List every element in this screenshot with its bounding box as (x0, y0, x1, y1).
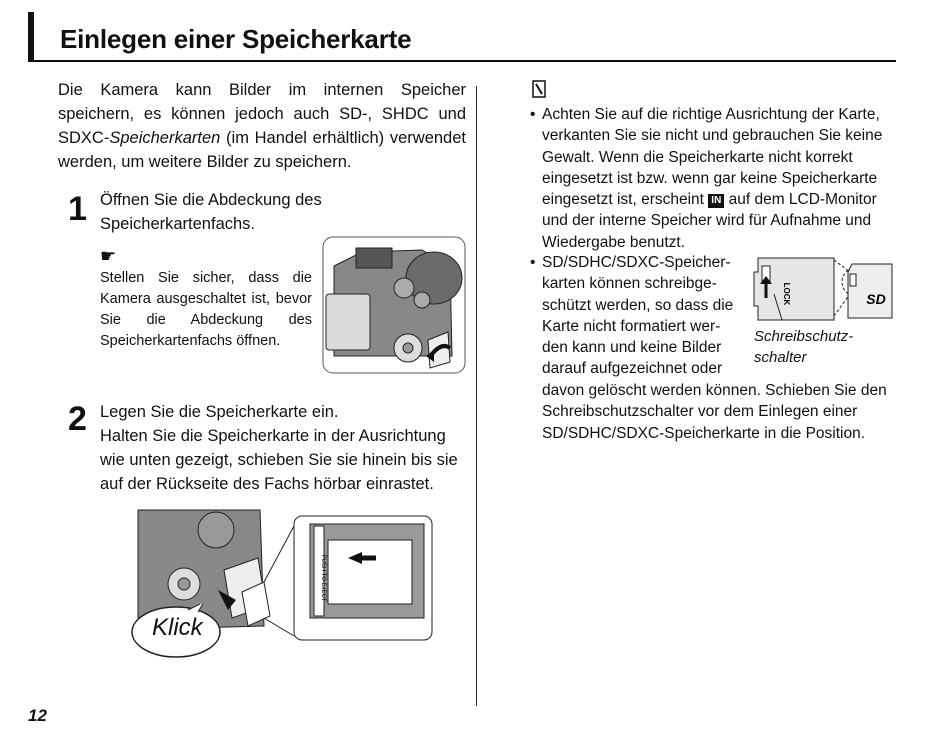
column-divider (476, 86, 477, 706)
intro-text-1: Die Kamera kann Bilder im internen Speicher speichern, es können jedoch auch SD-, SHDC und SDXC- (58, 81, 466, 147)
sd-logo: SD (866, 291, 886, 307)
write-protect-caption (754, 326, 853, 368)
step-1-note: Stellen Sie sicher, dass die Kamera ausgeschaltet ist, bevor Sie die Abdeckung des Speicherkartenfachs öffnen. (100, 270, 312, 349)
lock-label: LOCK (782, 282, 791, 306)
bullet-2-line-1: SD/SDHC/SDXC-Speicher- (542, 254, 731, 271)
bullet-1: • Achten Sie auf die richtige Ausrichtung der Karte, verkanten Sie sie nicht und gebrauchen Sie keine Gewalt. Wenn die Speicherkarte nicht korrekt eingesetzt ist bzw. wenn gar keine Speicherkarte eingesetzt ist, erscheint IN auf dem LCD-Monitor und der interne Speicher wird für Aufnahme und Wiedergabe benutzt. (530, 106, 883, 251)
step-2-heading: Legen Sie die Speicherkarte ein. (100, 403, 339, 421)
camera-open-cover-figure (322, 236, 466, 374)
sd-card-lock-figure (752, 254, 896, 322)
left-column (58, 78, 466, 174)
klick-label: Klick (152, 614, 203, 641)
step-1-number: 1 (68, 190, 87, 228)
slot-label: PUSH TO EJECT (320, 554, 326, 602)
bullet-2-line-5: den kann und keine Bilder (542, 339, 722, 357)
step-2-number: 2 (68, 400, 87, 438)
caption-line-1: Schreibschutz- (754, 328, 854, 345)
page-title: Einlegen einer Speicherkarte (60, 24, 412, 54)
step-2-body: Halten Sie die Speicherkarte in der Ausrichtung wie unten gezeigt, schieben Sie sie hinein bis sie auf der Rückseite des Fachs hörbar einrastet. (100, 427, 458, 493)
intro-text-italic: Speicherkarten (109, 129, 221, 147)
internal-memory-icon-text: IN (711, 195, 722, 207)
bullet-2-line-4: Karte nicht formatiert wer- (542, 317, 721, 335)
bullet-2-rest: davon gelöscht werden können. Schieben Sie den Schreibschutzschalter vor dem Einlegen einer SD/SDHC/SDXC-Speicherkarte in die Position. (542, 382, 887, 442)
intro-paragraph (58, 78, 466, 174)
step-1-heading: Öffnen Sie die Abdeckung des Speicherkartenfachs. (100, 191, 322, 233)
bullet-2-lines: • SD/SDHC/SDXC-Speicher- karten können schreibge- schützt werden, so dass die Karte nicht formatiert wer- den kann und keine Bilder darauf aufgezeichnet oder (542, 252, 746, 380)
internal-memory-icon (708, 194, 724, 208)
bullet-2-line-3: schützt werden, so dass die (542, 296, 734, 314)
intro-text-2: (im Handel erhältlich) verwendet werden, um weitere Bilder zu speichern. (58, 129, 466, 171)
caption-line-2: schalter (754, 349, 807, 366)
bullet-2-line-2: karten können schreibge- (542, 275, 717, 293)
title-bar (28, 12, 896, 62)
pointing-hand-icon: ☛ (100, 246, 117, 266)
bullet-1-text-end: auf dem LCD-Monitor und der interne Speicher wird für Aufnahme und Wiedergabe benutzt. (542, 191, 877, 251)
bullet-1-text: Achten Sie auf die richtige Ausrichtung der Karte, verkanten Sie sie nicht und gebrauchen Sie keine Gewalt. Wenn die Speicherkarte nicht korrekt eingesetzt ist bzw. wenn gar keine Speicherkarte eingesetzt ist, erscheint (542, 106, 883, 209)
page-number: 12 (28, 706, 47, 725)
caution-icon (532, 80, 546, 98)
bullet-2-line-6: darauf aufgezeichnet oder (542, 360, 723, 378)
